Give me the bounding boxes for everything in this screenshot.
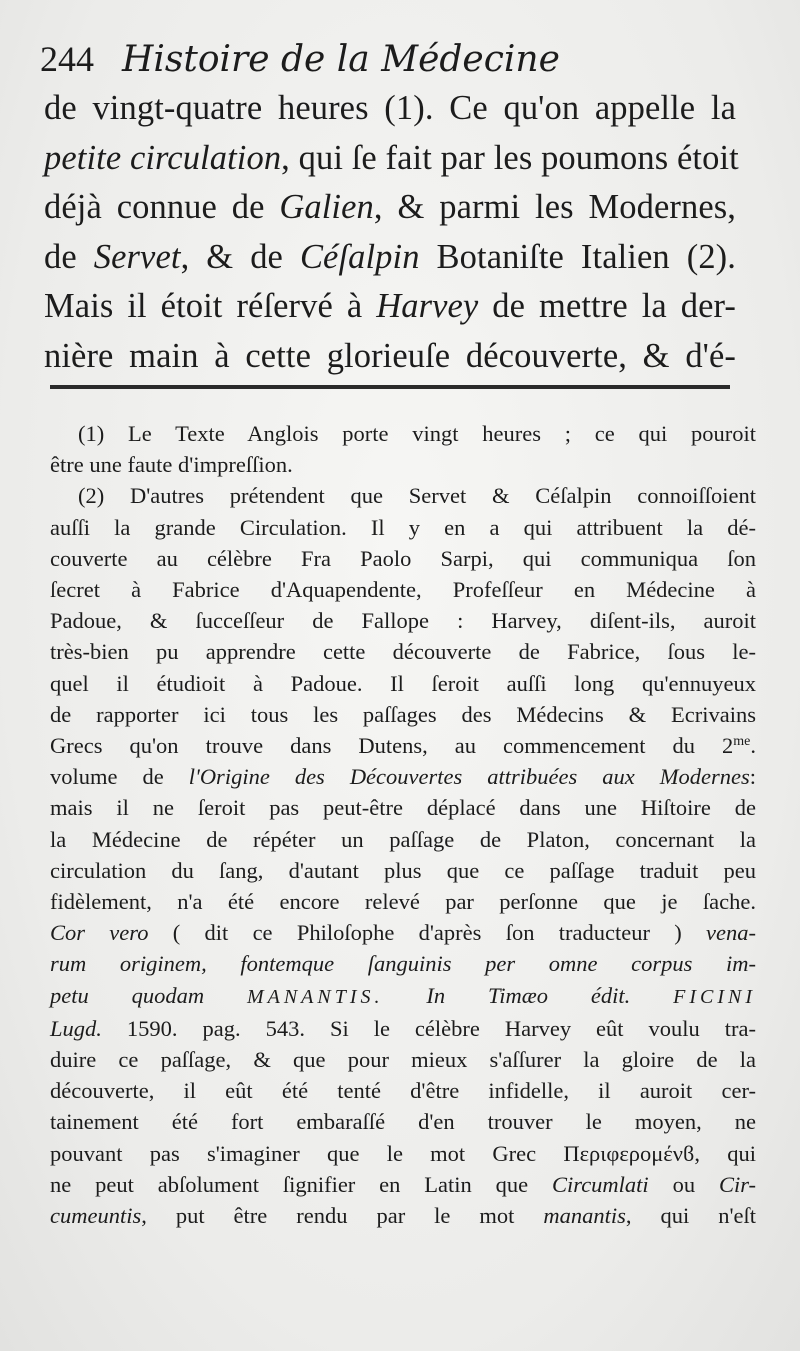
italic-quote: vena- xyxy=(706,920,756,946)
italic-quote: petu quodam xyxy=(50,982,247,1008)
text-span: : xyxy=(749,764,756,790)
italic-name: Galien xyxy=(279,188,374,226)
footnote-line xyxy=(50,1075,756,1106)
footnote-line xyxy=(50,543,756,574)
text-span: ſecret à Fabrice d'Aquapendente, Profeſſeur en Médecine à xyxy=(50,577,756,603)
text-span: Mais il étoit réſervé à xyxy=(44,287,377,325)
text-line xyxy=(44,282,736,332)
main-text xyxy=(44,84,739,381)
text-span: la Médecine de répéter un paſſage de Platon, concernant la xyxy=(50,826,756,852)
footnote-line xyxy=(50,1200,756,1231)
text-span: couverte au célèbre Fra Paolo Sarpi, qui communiqua ſon xyxy=(50,545,756,571)
text-span: 1590. pag. 543. Si le célèbre Harvey eût voulu tra- xyxy=(101,1015,756,1041)
footnote-line xyxy=(50,418,756,449)
footnote-line xyxy=(50,917,756,948)
text-span: Botaniſte Italien (2). xyxy=(419,237,736,276)
italic-name: Servet xyxy=(93,237,181,276)
footnote-line xyxy=(50,1013,756,1044)
footnote-line xyxy=(50,480,756,511)
text-span: quel il étudioit à Padoue. Il ſeroit auſſi long qu'ennuyeux xyxy=(50,670,756,696)
text-span: fidèlement, n'a été encore relevé par perſonne que je ſache. xyxy=(50,889,756,915)
text-span: , & parmi les Modernes, xyxy=(373,188,736,226)
text-line xyxy=(44,183,736,233)
text-span: de xyxy=(44,237,94,276)
spaced-word: MANANTIS. xyxy=(246,985,384,1008)
text-span: , qui ſe fait par les poumons étoit xyxy=(281,138,739,177)
text-span: . xyxy=(750,733,756,759)
text-span: très-bien pu apprendre cette découverte de Fabrice, ſous le- xyxy=(50,639,756,665)
footnotes xyxy=(50,418,756,1231)
superscript: me xyxy=(733,734,751,750)
footnote-line xyxy=(50,699,756,730)
footnote-line xyxy=(50,636,756,667)
footnote-line xyxy=(50,605,756,636)
text-span: pouvant pas s'imaginer que le mot Grec Περιφερομένϐ, qui xyxy=(50,1140,756,1166)
text-span: de vingt-quatre heures (1). Ce qu'on appelle la xyxy=(44,89,736,127)
text-span: Padoue, & ſucceſſeur de Fallope : Harvey, diſent-ils, auroit xyxy=(50,608,756,634)
text-span: circulation du ſang, d'autant plus que ce paſſage traduit peu xyxy=(50,857,756,883)
text-line xyxy=(44,84,736,134)
text-span: duire ce paſſage, & que pour mieux s'aſſurer la gloire de la xyxy=(50,1047,756,1073)
footnote-line xyxy=(50,980,756,1013)
footnote-line xyxy=(50,449,756,480)
text-span: de rapporter ici tous les paſſages des Médecins & Ecrivains xyxy=(50,701,756,727)
italic-term: manantis xyxy=(543,1203,626,1229)
footnote-line xyxy=(50,1169,756,1200)
italic-quote: Cor vero xyxy=(50,920,149,946)
footnote-line xyxy=(50,855,756,886)
text-span: ( dit ce Philoſophe d'après ſon traducteur ) xyxy=(148,920,707,946)
text-line xyxy=(44,233,736,283)
footnote-line xyxy=(50,1106,756,1137)
italic-name: Harvey xyxy=(376,287,479,325)
footnote-line xyxy=(50,730,756,761)
footnote-line xyxy=(50,1044,756,1075)
text-span: volume de xyxy=(50,764,189,790)
italic-reference: In Timæo édit. xyxy=(383,982,674,1008)
text-span: déjà connue de xyxy=(44,188,280,226)
text-span: ne peut abſolument ſignifier en Latin que xyxy=(50,1171,553,1197)
footnote-line xyxy=(50,512,756,543)
italic-title: l'Origine des Découvertes attribuées aux Modernes xyxy=(188,764,750,790)
footnote-line xyxy=(50,574,756,605)
text-span: nière main à cette glorieuſe découverte, & d'é- xyxy=(44,336,736,375)
text-span: auſſi la grande Circulation. Il y en a qui attribuent la dé- xyxy=(50,514,756,540)
text-span: de mettre la der- xyxy=(478,287,736,325)
text-span: , put être rendu par le mot xyxy=(141,1203,544,1229)
text-span: Grecs qu'on trouve dans Dutens, au commencement du 2 xyxy=(50,733,734,759)
footnote-line xyxy=(50,824,756,855)
text-span: (2) D'autres prétendent que Servet & Céſalpin connoiſſoient xyxy=(78,483,756,509)
text-span: être une faute d'impreſſion. xyxy=(50,452,293,478)
footnote-divider xyxy=(50,385,730,389)
footnote-2 xyxy=(50,480,756,1231)
footnote-line xyxy=(50,792,756,823)
text-span: découverte, il eût été tenté d'être infidelle, il auroit cer- xyxy=(50,1078,756,1104)
page-number: 244 xyxy=(40,39,94,79)
italic-term: cumeuntis xyxy=(50,1203,142,1229)
text-span: ou xyxy=(648,1171,719,1197)
text-span: (1) Le Texte Anglois porte vingt heures ; ce qui pouroit xyxy=(78,421,756,446)
footnote-1 xyxy=(50,418,756,480)
italic-term: Circumlati xyxy=(552,1171,649,1197)
text-span: tainement été fort embaraſſé d'en trouver le moyen, ne xyxy=(50,1109,756,1135)
text-line xyxy=(44,332,736,382)
text-line xyxy=(44,134,739,184)
running-title: Histoire de la Médecine xyxy=(122,39,560,80)
footnote-line xyxy=(50,948,756,979)
italic-term: petite circulation xyxy=(44,138,282,177)
text-span: mais il ne ſeroit pas peut-être déplacé dans une Hiſtoire de xyxy=(50,795,756,821)
italic-term: Cir- xyxy=(718,1171,756,1197)
text-span: , qui n'eſt xyxy=(625,1203,756,1229)
text-span: , & de xyxy=(180,237,300,276)
footnote-line xyxy=(50,886,756,917)
italic-quote: rum originem, fontemque ſanguinis per omne corpus im- xyxy=(50,951,756,977)
spaced-word: FICINI xyxy=(673,985,756,1008)
footnote-line xyxy=(50,1138,756,1169)
italic-reference: Lugd. xyxy=(50,1015,102,1041)
footnote-line xyxy=(50,668,756,699)
italic-name: Céſalpin xyxy=(299,237,420,276)
page-header xyxy=(40,34,760,85)
footnote-line xyxy=(50,761,756,792)
